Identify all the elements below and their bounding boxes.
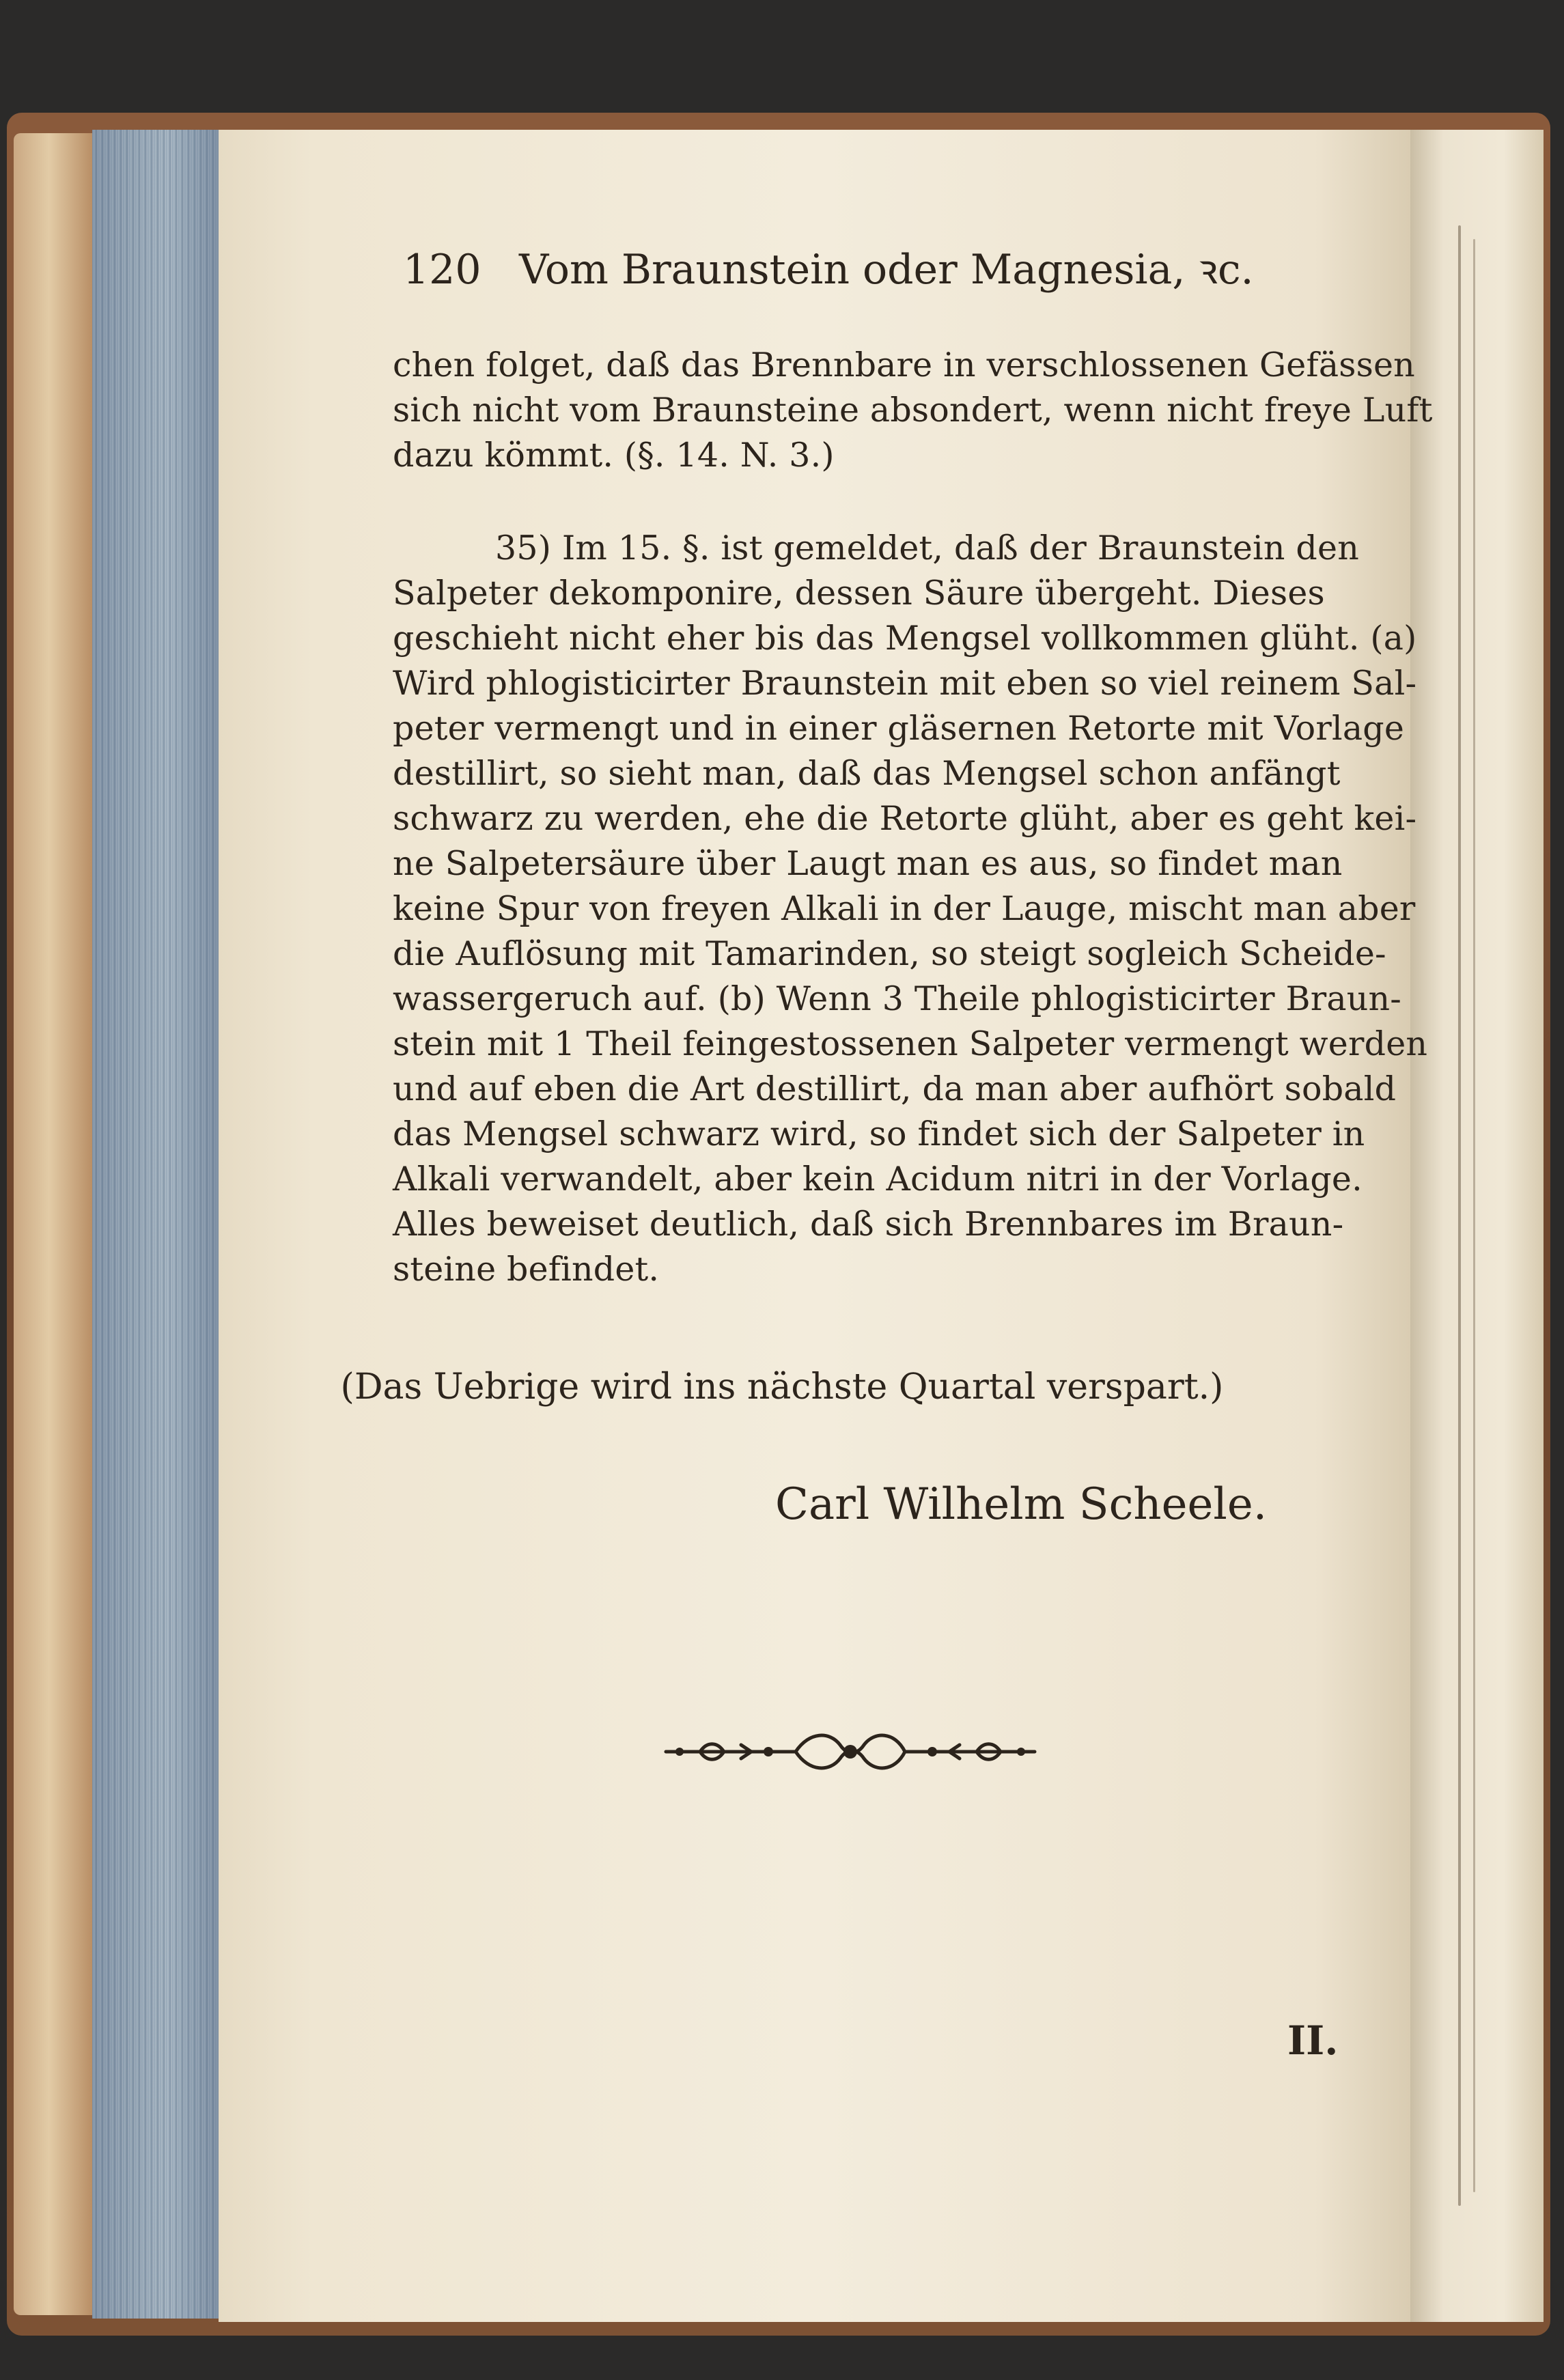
- text-line: steine befindet.: [393, 1250, 660, 1289]
- text-line: sich nicht vom Braunsteine absondert, wenn nicht freye Luft: [393, 391, 1433, 430]
- text-line: geschieht nicht eher bis das Mengsel vollkommen glüht. (a): [393, 619, 1417, 658]
- text-line: Alles beweiset deutlich, daß sich Brennbares im Braun-: [393, 1205, 1344, 1244]
- page-block-edge: [92, 130, 219, 2319]
- text-line: schwarz zu werden, ehe die Retorte glüht, aber es geht kei-: [393, 799, 1417, 838]
- text-line: chen folget, daß das Brennbare in verschlossenen Gefässen: [393, 346, 1415, 384]
- text-line: Wird phlogisticirter Braunstein mit eben so viel reinem Sal-: [393, 664, 1417, 703]
- text-line: peter vermengt und in einer gläsernen Retorte mit Vorlage: [393, 709, 1405, 748]
- catchword: II.: [1287, 2017, 1339, 2064]
- running-title: Vom Braunstein oder Magnesia, ꝛc.: [519, 246, 1254, 294]
- author-signature: Carl Wilhelm Scheele.: [775, 1479, 1268, 1530]
- text-line: ne Salpetersäure über Laugt man es aus, so findet man: [393, 844, 1343, 883]
- text-line: destillirt, so sieht man, daß das Mengsel schon anfängt: [393, 754, 1341, 793]
- text-line: Alkali verwandelt, aber kein Acidum nitri in der Vorlage.: [393, 1160, 1363, 1199]
- text-line: dazu kömmt. (§. 14. N. 3.): [393, 436, 835, 475]
- text-line: 35) Im 15. §. ist gemeldet, daß der Braunstein den: [495, 529, 1359, 568]
- closing-note: (Das Uebrige wird ins nächste Quartal verspart.): [340, 1367, 1224, 1408]
- facing-page-edge: [1410, 130, 1544, 2322]
- page-number: 120: [403, 246, 481, 294]
- printers-ornament-icon: [659, 1724, 1042, 1779]
- text-line: die Auflösung mit Tamarinden, so steigt sogleich Scheide-: [393, 934, 1386, 973]
- text-line: Salpeter dekomponire, dessen Säure übergeht. Dieses: [393, 574, 1325, 613]
- text-line: keine Spur von freyen Alkali in der Lauge, mischt man aber: [393, 889, 1416, 928]
- binding-edge: [14, 133, 92, 2315]
- text-line: das Mengsel schwarz wird, so findet sich der Salpeter in: [393, 1115, 1365, 1153]
- text-line: wassergeruch auf. (b) Wenn 3 Theile phlogisticirter Braun-: [393, 979, 1402, 1018]
- text-line: stein mit 1 Theil feingestossenen Salpeter vermengt werden: [393, 1024, 1428, 1063]
- text-line: und auf eben die Art destillirt, da man aber aufhört sobald: [393, 1069, 1397, 1108]
